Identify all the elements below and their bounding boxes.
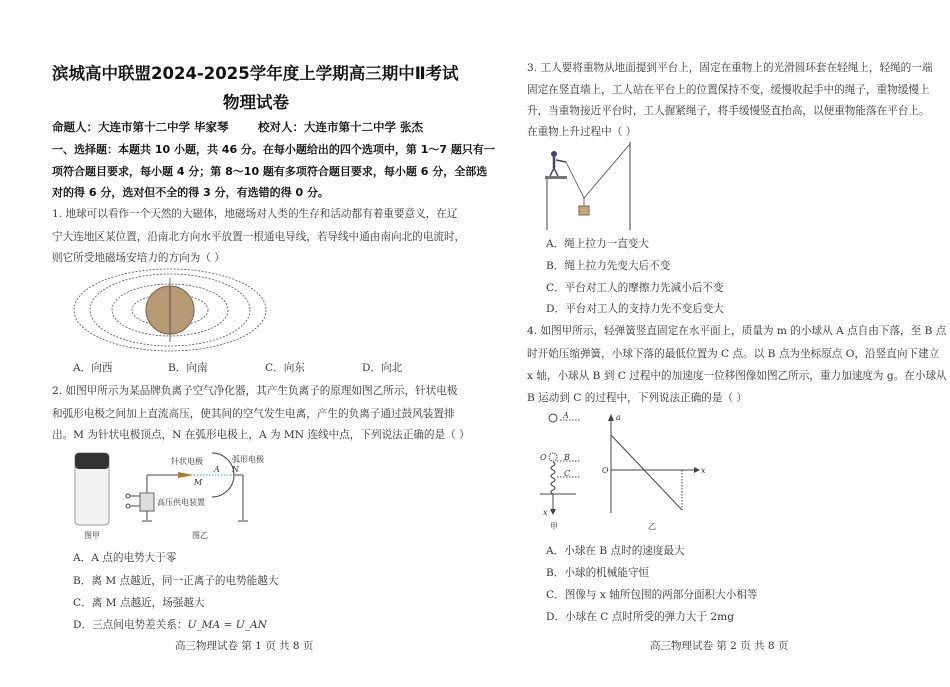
page-1-footer: 高三物理试卷 第 1 页 共 8 页 <box>175 640 314 652</box>
label-x-axis: x <box>701 466 706 475</box>
q2-option-b: B．离 M 点越近，同一正离子的电势能越大 <box>73 575 279 587</box>
question-1-line: 则它所受地磁场安培力的方向为（ ） <box>52 252 225 264</box>
question-3-line: 3. 工人要将重物从地面提到平台上，固定在重物上的光滑圆环套在轻绳上，轻绳的一端 <box>527 62 933 74</box>
section-instructions-line: 一、选择题：本题共 10 小题，共 46 分。在每小题给出的四个选项中，第 1～7 题只有一 <box>52 143 495 156</box>
air-purifier-figure <box>60 450 300 542</box>
section-instructions-line: 对的得 6 分，选对但不全的得 3 分，有选错的得 0 分。 <box>52 186 329 199</box>
question-3-line: 在重物上升过程中（ ） <box>527 126 637 138</box>
worker-lifting-figure <box>540 140 640 232</box>
question-1-line: 1. 地球可以看作一个天然的大磁体，地磁场对人类的生存和活动都有着重要意义，在辽 <box>52 208 458 220</box>
proofreader: 校对人：大连市第十二中学 张杰 <box>258 120 424 134</box>
q2-option-a: A．A 点的电势大于零 <box>73 552 177 564</box>
label-fig-yi: 乙 <box>648 522 656 531</box>
q4-option-a: A．小球在 B 点时的速度最大 <box>546 545 685 557</box>
section-instructions-line: 项符合题目要求，每小题 4 分；第 8～10 题有多项符合题目要求，每小题 6 分，全部选 <box>52 165 488 178</box>
q1-option-a: A．向西 <box>73 362 113 374</box>
label-fig-jia: 图甲 <box>84 531 100 540</box>
question-1-line: 宁大连地区某位置，沿南北方向水平放置一根通电导线，若导线中通由南向北的电流时， <box>52 231 466 243</box>
label-c-point: C <box>564 469 571 478</box>
q3-option-b: B．绳上拉力先变大后不变 <box>546 260 671 272</box>
label-b-point: B <box>564 453 570 462</box>
earth-magnetic-field-figure <box>70 268 270 353</box>
page-2-footer: 高三物理试卷 第 2 页 共 8 页 <box>650 640 789 652</box>
label-power: 高压供电装置 <box>157 498 205 507</box>
q2-option-d <box>73 617 267 632</box>
label-a: A <box>214 465 220 474</box>
question-4-line: 时开始压缩弹簧，小球下落的最低位置为 C 点。以 B 点为坐标原点 O，沿竖直向下建立 <box>527 348 940 360</box>
question-3-line: 升，当重物接近平台时，工人握紧绳子，将手缓慢竖直抬高，以便重物能落在平台上。 <box>527 105 930 117</box>
spring-acceleration-figure <box>530 405 730 535</box>
label-needle: 针状电极 <box>171 457 203 466</box>
label-a-axis: a <box>616 413 621 422</box>
q2-option-d-formula: U_MA = U_AN <box>187 619 267 631</box>
label-o-origin: O <box>602 466 609 475</box>
question-2-line: 和弧形电极之间加上直流高压，使其间的空气发生电离，产生的负离子通过鼓风装置排 <box>52 408 455 420</box>
label-x-spring: x <box>543 508 548 517</box>
question-2-line: 2. 如图甲所示为某品牌负离子空气净化器，其产生负离子的原理如图乙所示，针状电极 <box>52 385 458 397</box>
label-n: N <box>232 465 239 474</box>
label-arc: 弧形电极 <box>232 455 264 464</box>
label-m: M <box>194 478 203 487</box>
q4-option-b: B．小球的机械能守恒 <box>546 567 650 579</box>
q1-option-d: D．向北 <box>362 362 403 374</box>
question-4-line: x 轴，小球从 B 到 C 过程中的加速度一位移图像如图乙所示，重力加速度为 g。在小球从 <box>527 370 947 382</box>
q1-option-c: C．向东 <box>265 362 305 374</box>
q1-option-b: B．向南 <box>168 362 208 374</box>
author: 命题人：大连市第十二中学 毕家琴 <box>52 120 229 134</box>
label-o-spring: O <box>540 453 547 462</box>
exam-title: 滨城高中联盟2024-2025学年度上学期高三期中Ⅱ考试 <box>52 64 459 83</box>
question-3-line: 固定在竖直墙上，工人站在平台上的位置保持不变，缓慢收起手中的绳子，重物缓慢上 <box>527 84 930 96</box>
q2-option-d-label: D．三点间电势差关系： <box>73 619 188 631</box>
q4-option-d: D．小球在 C 点时所受的弹力大于 2mg <box>546 611 734 623</box>
q3-option-a: A．绳上拉力一直变大 <box>546 238 649 250</box>
question-4-line: 4. 如图甲所示，轻弹簧竖直固定在水平面上，质量为 m 的小球从 A 点自由下落，至 B 点 <box>527 325 947 337</box>
q4-option-c: C．图像与 x 轴所包围的两部分面积大小相等 <box>546 589 758 601</box>
label-fig-yi: 图乙 <box>192 531 208 540</box>
q3-option-c: C．平台对工人的摩擦力先减小后不变 <box>546 282 724 294</box>
label-fig-jia: 甲 <box>550 522 558 531</box>
label-a-point: A <box>563 411 569 420</box>
q2-option-c: C．离 M 点越近，场强越大 <box>73 597 205 609</box>
exam-subtitle: 物理试卷 <box>223 93 289 112</box>
q3-option-d: D．平台对工人的支持力先不变后变大 <box>546 303 724 315</box>
question-4-line: B 运动到 C 的过程中，下列说法正确的是（ ） <box>527 392 748 404</box>
question-2-line: 出。M 为针状电极顶点，N 在弧形电极上，A 为 MN 连线中点，下列说法正确的是（ ） <box>52 429 470 441</box>
